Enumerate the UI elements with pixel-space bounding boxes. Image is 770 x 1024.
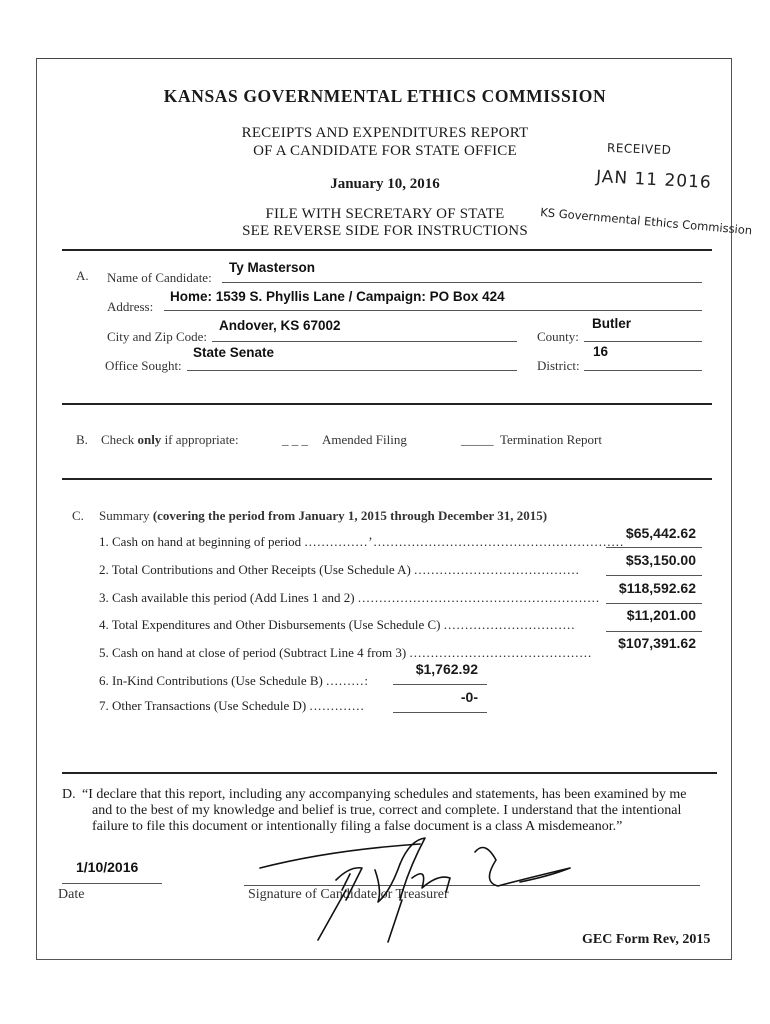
summary-line-1-rule [606,547,702,548]
address-line [164,310,702,311]
file-instruction-line2: SEE REVERSE SIDE FOR INSTRUCTIONS [242,223,528,239]
report-date: January 10, 2016 [330,176,440,192]
report-title-line2: OF A CANDIDATE FOR STATE OFFICE [253,143,517,159]
summary-line-4-amount: $11,201.00 [626,607,696,623]
summary-line-6: 6. In-Kind Contributions (Use Schedule B) .........: [99,673,369,688]
candidate-name-value: Ty Masterson [229,260,316,275]
signed-date-value: 1/10/2016 [76,859,139,875]
city-zip-value: Andover, KS 67002 [219,318,341,333]
candidate-name-line [222,282,702,283]
office-sought-value: State Senate [193,345,275,360]
district-label: District: [537,358,580,373]
other-transactions-amount: -0- [460,689,478,705]
district-value: 16 [593,344,609,359]
section-b-divider [62,478,712,480]
check-only-label: Check only if appropriate: [101,432,239,447]
summary-line-5: 5. Cash on hand at close of period (Subtract Line 4 from 3) ........................................... [99,645,593,660]
address-label: Address: [107,299,154,314]
date-label: Date [58,887,85,902]
termination-report-label: Termination Report [500,432,602,447]
declaration-line1: “I declare that this report, including any accompanying schedules and statements, has been examined by me [82,787,687,802]
section-a-letter: A. [76,268,89,283]
commission-title: KANSAS GOVERNMENTAL ETHICS COMMISSION [163,86,607,106]
file-instruction-line1: FILE WITH SECRETARY OF STATE [265,206,505,222]
section-d-letter: D. [62,787,76,802]
office-sought-label: Office Sought: [105,358,182,373]
received-stamp: RECEIVED [606,140,672,158]
summary-line-3-amount: $118,592.62 [618,580,696,596]
section-a-divider [62,403,712,405]
signature-label: Signature of Candidate or Treasurer [248,887,449,902]
district-line [584,370,702,371]
section-b-letter: B. [76,432,88,447]
handwritten-signature [250,830,590,950]
other-transactions-rule [393,712,487,713]
amended-filing-label: Amended Filing [322,432,407,447]
amended-filing-blank[interactable]: _ _ _ [282,432,308,447]
office-sought-line [187,370,517,371]
received-stamp-date: JAN 11 2016 [595,166,713,194]
declaration-line2: and to the best of my knowledge and belief is true, correct and complete. I understand that the intentional [92,803,682,818]
in-kind-rule [393,684,487,685]
section-c-letter: C. [72,508,84,523]
county-label: County: [537,329,579,344]
summary-line-1-amount: $65,442.62 [625,525,696,541]
summary-line-2-amount: $53,150.00 [625,552,696,568]
summary-line-5-amount: $107,391.62 [618,635,696,651]
summary-line-2-rule [606,575,702,576]
date-line [62,883,162,884]
city-zip-label: City and Zip Code: [107,329,208,344]
summary-line-4-rule [606,631,702,632]
county-value: Butler [592,316,632,331]
county-line [584,341,702,342]
summary-line-1: 1. Cash on hand at beginning of period ...............’........................................................... [99,534,625,549]
section-c-divider [62,772,717,774]
city-zip-line [212,341,517,342]
header-divider [62,249,712,251]
received-stamp-agency: KS Governmental Ethics Commission [539,205,753,238]
termination-report-blank[interactable]: _____ [461,432,494,447]
summary-line-2: 2. Total Contributions and Other Receipts (Use Schedule A) ....................................... [99,562,580,577]
declaration-line3: failure to file this document or intentionally filing a false document is a class A misdemeanor.” [92,819,623,834]
summary-line-4: 4. Total Expenditures and Other Disbursements (Use Schedule C) ............................... [99,617,576,632]
summary-line-7: 7. Other Transactions (Use Schedule D) ............. [99,698,365,713]
address-value: Home: 1539 S. Phyllis Lane / Campaign: PO Box 424 [170,289,505,304]
summary-line-3: 3. Cash available this period (Add Lines 1 and 2) ......................................................... [99,590,601,605]
in-kind-amount: $1,762.92 [415,661,478,677]
summary-line-3-rule [606,603,702,604]
candidate-name-label: Name of Candidate: [107,270,212,285]
form-revision: GEC Form Rev, 2015 [582,932,711,947]
summary-heading: Summary (covering the period from January 1, 2015 through December 31, 2015) [99,508,548,523]
report-title-line1: RECEIPTS AND EXPENDITURES REPORT [241,125,529,141]
